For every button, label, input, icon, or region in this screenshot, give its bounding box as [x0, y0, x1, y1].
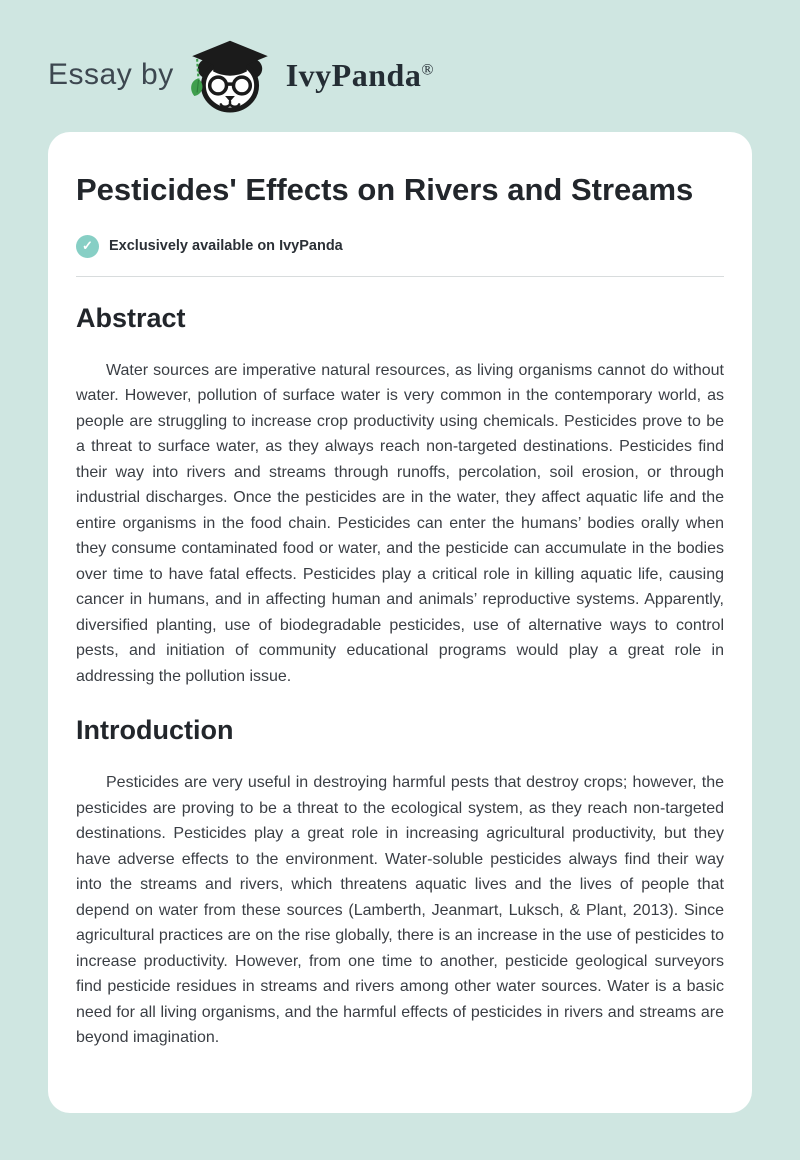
page-title: Pesticides' Effects on Rivers and Streams — [76, 172, 694, 207]
section-heading-introduction: Introduction — [76, 715, 234, 746]
section-heading-abstract: Abstract — [76, 302, 186, 333]
site-header — [0, 0, 800, 116]
ivypanda-panda-logo-icon — [188, 34, 272, 116]
brand-name: IvyPanda® — [285, 56, 434, 93]
introduction-paragraph: Pesticides are very useful in destroying harmful pests that destroy crops; however, the pesticides are proving to be a threat to the ecological system, as they reach non-targeted destinations. Pesticides play a great role in increasing agricultural productivity, but they have adverse effects to the environment. Water-soluble pesticides always find their way into the streams and rivers, which threatens aquatic lives and the lives of people that depend on water from these sources (Lamberth, Jeanmart, Luksch, & Plant, 2013). Since agricultural practices are on the rise globally, there is an increase in the use of pesticides to increase productivity. However, from one time to another, pesticide geological surveyors find pesticide residues in streams and rivers among other water sources. Water is a basic need for all living organisms, and the harmful effects of pesticides in rivers and streams are beyond imagination. — [76, 774, 724, 1047]
essay-by-label: Essay by — [48, 58, 174, 91]
exclusive-badge — [76, 235, 724, 258]
check-icon: ✓ — [76, 235, 99, 258]
divider — [76, 276, 724, 277]
exclusive-badge-label: Exclusively available on IvyPanda — [109, 238, 343, 255]
essay-card — [48, 132, 752, 1113]
registered-trademark: ® — [421, 60, 434, 78]
abstract-paragraph: Water sources are imperative natural resources, as living organisms cannot do without water. However, pollution of surface water is very common in the contemporary world, as people are struggling to increase crop productivity using chemicals. Pesticides prove to be a threat to surface water, as they always reach non-targeted destinations. Pesticides find their way into rivers and streams through runoffs, percolation, soil erosion, or through industrial discharges. Once the pesticides are in the water, they affect aquatic life and the entire organisms in the food chain. Pesticides can enter the humans’ bodies orally when they consume contaminated food or water, and the pesticide can accumulate in the bodies over time to have fatal effects. Pesticides play a critical role in killing aquatic life, causing cancer in humans, and in affecting human and animals’ reproductive systems. Apparently, diversified planting, use of biodegradable pesticides, use of alternative ways to control pests, and initiation of community educational programs would play a great role in addressing the pollution issue. — [76, 361, 724, 685]
